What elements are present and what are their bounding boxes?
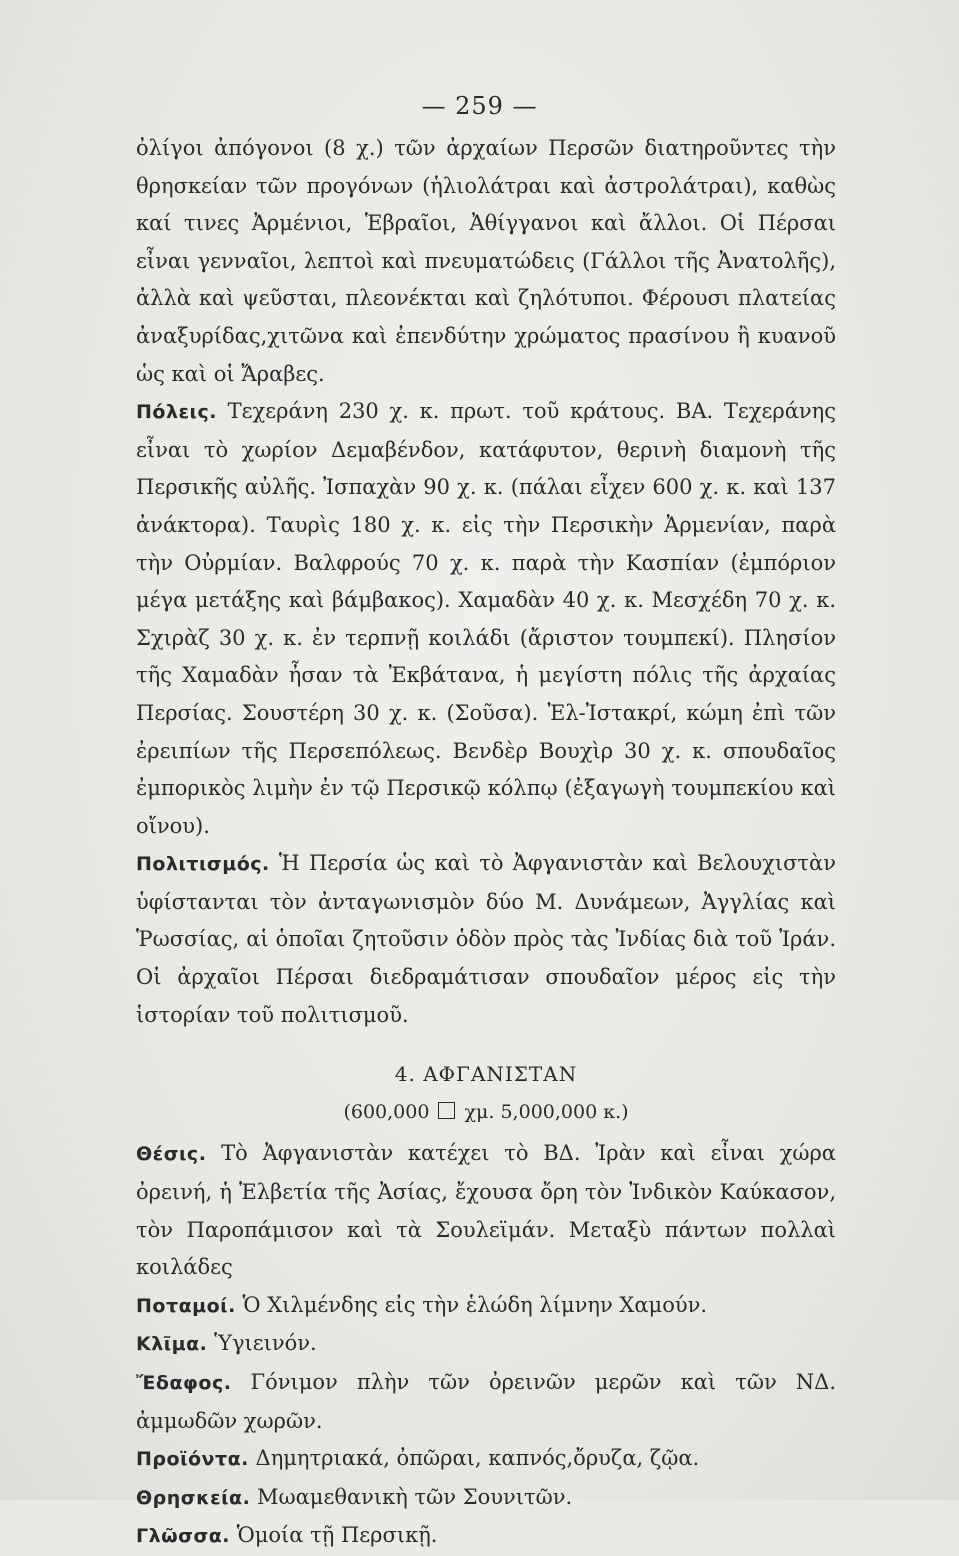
paragraph-position: [136, 1135, 836, 1286]
heading-climate: Κλῖμα.: [136, 1333, 208, 1356]
heading-products: Προϊόντα.: [136, 1448, 249, 1471]
civilization-text: Ἡ Περσία ὡς καὶ τὸ Ἀφγανιστὰν καὶ Βελουχιστὰν ὑφίστανται τὸν ἀνταγωνισμὸν δύο Μ. Δυνάμεων, Ἀγγλίας καὶ Ῥωσσίας, αἱ ὁποῖαι ζητοῦσιν ὁδὸν πρὸς τὰς Ἰνδίας διὰ τοῦ Ἰράν. Οἱ ἀρχαῖοι Πέρσαι διεδραμάτισαν σπουδαῖον μέρος εἰς τὴν ἱστορίαν τοῦ πολιτισμοῦ.: [136, 851, 836, 1027]
heading-language: Γλῶσσα.: [136, 1525, 231, 1548]
paragraph-climate: [136, 1325, 836, 1364]
paragraph-rivers: [136, 1287, 836, 1326]
heading-soil: Ἔδαφος.: [136, 1372, 232, 1394]
section-title: 4. ΑΦΓΑΝΙΣΤΑΝ: [394, 1062, 578, 1087]
heading-religion: Θρησκεία.: [136, 1486, 251, 1509]
paragraph-language: [136, 1517, 836, 1556]
heading-position: Θέσις.: [136, 1143, 207, 1166]
religion-text: Μωαμεθανικὴ τῶν Σουνιτῶν.: [250, 1484, 573, 1509]
heading-rivers: Ποταμοί.: [136, 1294, 236, 1317]
position-text: Τὸ Ἀφγανιστὰν κατέχει τὸ ΒΔ. Ἰρὰν καὶ εἶναι χώρα ὀρεινή, ἡ Ἑλβετία τῆς Ἀσίας, ἔχουσα ὄρη τὸν Ἰνδικὸν Καύκασον, τὸν Παροπάμισον καὶ τὰ Σουλεϊμάν. Μεταξὺ πάντων πολλαὶ κοιλάδες: [136, 1141, 836, 1280]
products-text: Δημητριακά, ὀπῶραι, καπνός,ὄρυζα, ζῷα.: [248, 1446, 700, 1471]
area-value: (600,000: [343, 1100, 430, 1123]
rivers-text: Ὁ Χιλμένδης εἰς τὴν ἑλώδη λίμνην Χαμούν.: [235, 1292, 708, 1317]
paragraph-soil: [136, 1364, 836, 1440]
square-icon: [438, 1102, 455, 1119]
page-body: [136, 130, 836, 1556]
population-value: χμ. 5,000,000 κ.): [464, 1100, 629, 1123]
heading-cities: Πόλεις.: [136, 401, 217, 424]
page-number: — 259 —: [421, 92, 538, 120]
language-text: Ὁμοία τῇ Περσικῇ.: [230, 1523, 438, 1548]
paragraph-civilization: [136, 845, 836, 1034]
paragraph-products: [136, 1440, 836, 1479]
climate-text: Ὑγιεινόν.: [207, 1331, 317, 1356]
section-subtitle: [136, 1094, 836, 1132]
paragraph-cities: [136, 393, 836, 845]
soil-text: Γόνιμον πλὴν τῶν ὀρεινῶν μερῶν καὶ τῶν ΝΔ. ἀμμωδῶν χωρῶν.: [136, 1370, 836, 1433]
cities-text: Τεχεράνη 230 χ. κ. πρωτ. τοῦ κράτους. ΒΑ. Τεχεράνης εἶναι τὸ χωρίον Δεμαβένδον, κατάφυτον, θερινὴ διαμονὴ τῆς Περσικῆς αὐλῆς. Ἰσπαχὰν 90 χ. κ. (πάλαι εἶχεν 600 χ. κ. καὶ 137 ἀνάκτορα). Ταυρὶς 180 χ. κ. εἰς τὴν Περσικὴν Ἀρμενίαν, παρὰ τὴν Οὐρμίαν. Βαλφρούς 70 χ. κ. παρὰ τὴν Κασπίαν (ἐμπόριον μέγα μετάξης καὶ βάμβακος). Χαμαδὰν 40 χ. κ. Μεσχέδη 70 χ. κ. Σχιρὰζ 30 χ. κ. ἐν τερπνῇ κοιλάδι (ἄριστον τουμπεκί). Πλησίον τῆς Χαμαδὰν ἦσαν τὰ Ἐκβάτανα, ἡ μεγίστη πόλις τῆς ἀρχαίας Περσίας. Σουστέρη 30 χ. κ. (Σοῦσα). Ἐλ-Ἰστακρί, κώμη ἐπὶ τῶν ἐρειπίων τῆς Περσεπόλεως. Βενδὲρ Βουχὶρ 30 χ. κ. σπουδαῖος ἐμπορικὸς λιμὴν ἐν τῷ Περσικῷ κόλπῳ (ἐξαγωγὴ τουμπεκίου καὶ οἴνου).: [136, 399, 836, 838]
paragraph-religion: [136, 1479, 836, 1518]
paragraph-persians: ὀλίγοι ἀπόγονοι (8 χ.) τῶν ἀρχαίων Περσῶν διατηροῦντες τὴν θρησκείαν τῶν προγόνων (ἡλιολάτραι καὶ ἀστρολάτραι), καθὼς καί τινες Ἀρμένιοι, Ἑβραῖοι, Ἀθίγγανοι καὶ ἄλλοι. Οἱ Πέρσαι εἶναι γενναῖοι, λεπτοὶ καὶ πνευματώδεις (Γάλλοι τῆς Ἀνατολῆς), ἀλλὰ καὶ ψεῦσται, πλεονέκται καὶ ζηλότυποι. Φέρουσι πλατείας ἀναξυρίδας,χιτῶνα καὶ ἐπενδύτην χρώματος πρασίνου ἢ κυανοῦ ὡς καὶ οἱ Ἄραβες.: [136, 136, 836, 386]
heading-civilization: Πολιτισμός.: [136, 853, 270, 876]
